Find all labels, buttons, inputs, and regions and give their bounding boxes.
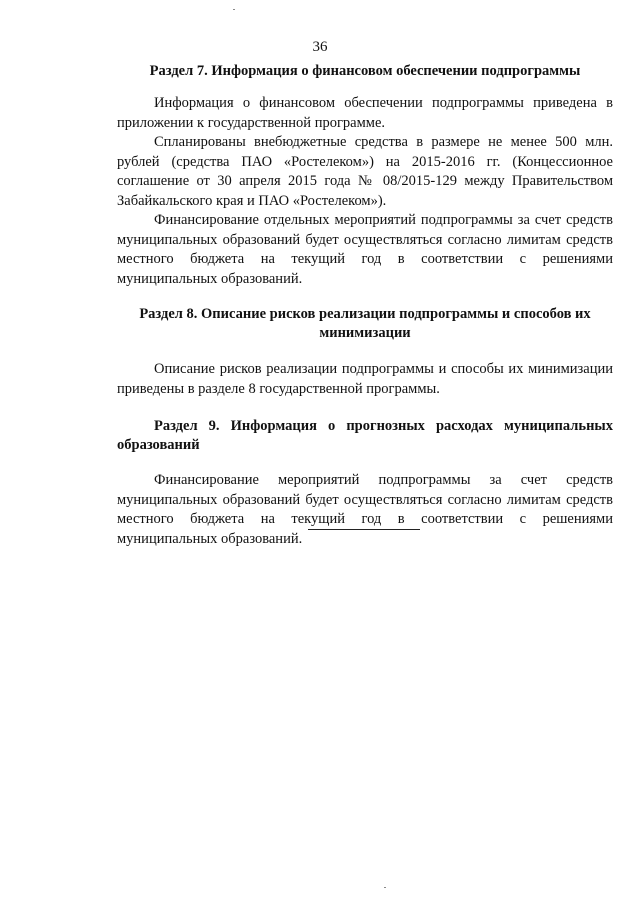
section-7 bbox=[117, 62, 613, 289]
scan-speck bbox=[384, 887, 386, 888]
section-7-heading: Раздел 7. Информация о финансовом обеспечении подпрограммы bbox=[149, 63, 581, 79]
section-7-paragraph-1: Информация о финансовом обеспечении подпрограммы приведена в приложении к государственной программе. bbox=[117, 95, 613, 131]
section-8-paragraph-1: Описание рисков реализации подпрограммы и способы их минимизации приведены в разделе 8 государственной программы. bbox=[117, 361, 613, 397]
end-of-document-rule bbox=[308, 529, 420, 530]
section-8-heading: Раздел 8. Описание рисков реализации подпрограммы и способов их минимизации bbox=[139, 306, 591, 341]
scan-speck bbox=[233, 9, 235, 10]
page-number: 36 bbox=[312, 39, 328, 55]
section-7-paragraph-3: Финансирование отдельных мероприятий подпрограммы за счет средств муниципальных образований будет осуществляться согласно лимитам средств местного бюджета на текущий год в соответствии с решениями муниципальных образований. bbox=[117, 212, 613, 287]
section-8 bbox=[117, 305, 613, 399]
section-7-paragraph-2: Спланированы внебюджетные средства в размере не менее 500 млн. рублей (средства ПАО «Ростелеком») на 2015-2016 гг. (Концессионное соглашение от 30 апреля 2015 года № 08/2015-129 между Правительством Забайкальского края и ПАО «Ростелеком»). bbox=[117, 134, 613, 209]
section-9-heading: Раздел 9. Информация о прогнозных расходах муниципальных образований bbox=[117, 418, 613, 453]
document-body bbox=[117, 60, 613, 549]
section-9-paragraph-1: Финансирование мероприятий подпрограммы за счет средств муниципальных образований будет осуществляться согласно лимитам средств местного бюджета на текущий год в соответствии с решениями муниципальных образований. bbox=[117, 472, 613, 547]
